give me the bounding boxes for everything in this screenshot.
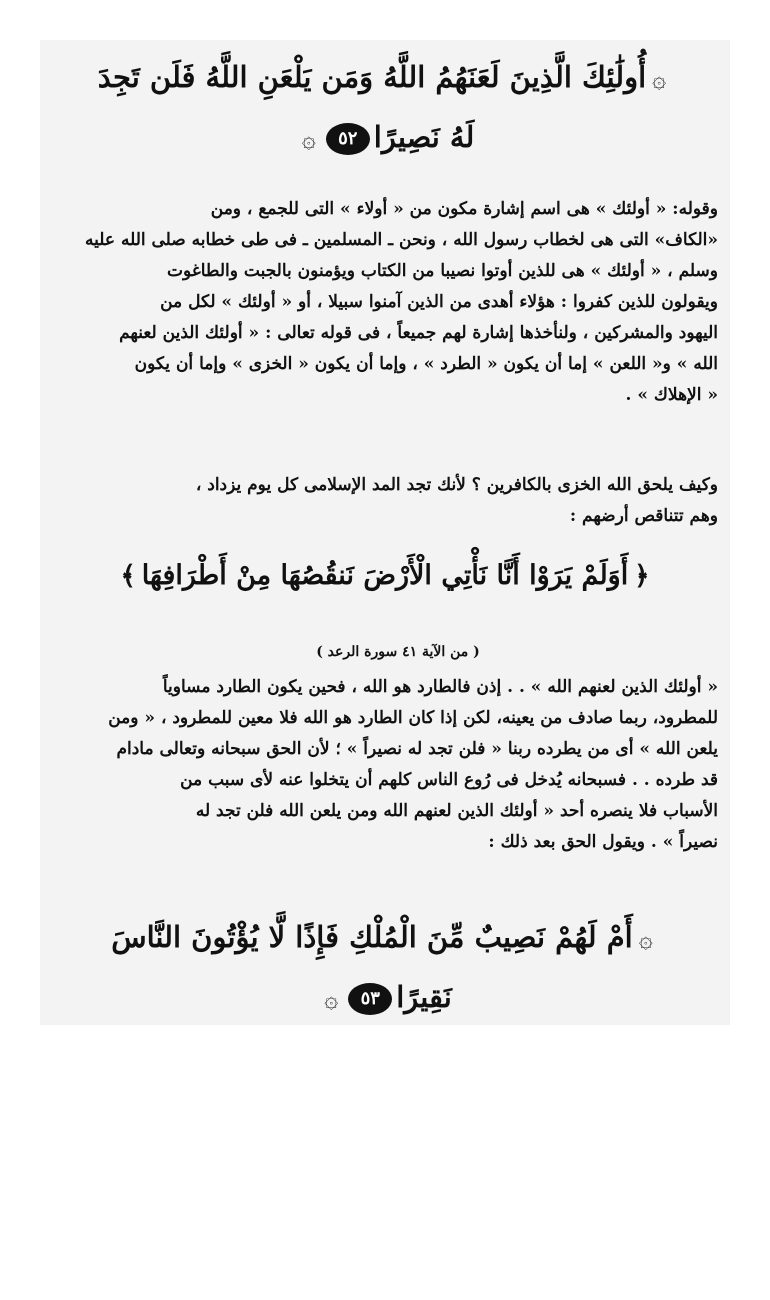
verse-53-line-2-text: نَقِيرًا: [396, 980, 452, 1014]
verse-bracket-close: ﴾: [120, 561, 136, 591]
paragraph-line: للمطرود، ربما صادف من يعينه، لكن إذا كان الطارد هو الله فلا معين للمطرود ، « ومن: [108, 708, 718, 728]
verse-number-53: ٥٣: [348, 983, 392, 1015]
verse-bracket-open: ﴿: [634, 561, 650, 591]
verse-53-line-1-text: أَمْ لَهُمْ نَصِيبٌ مِّنَ الْمُلْكِ فَإِذًا لَّا يُؤْتُونَ النَّاسَ: [111, 920, 633, 954]
commentary-paragraph-3: [52, 672, 718, 858]
paragraph-line: الله » و« اللعن » إما أن يكون « الطرد » ، وإما أن يكون « الخزى » وإما أن يكون: [134, 354, 718, 374]
verse-reference: ( من الآية ٤١ سورة الرعد ): [316, 644, 480, 660]
paragraph-line: ويقولون للذين كفروا : هؤلاء أهدى من الذين آمنوا سبيلا ، أو « أولئك » لكل من: [160, 292, 718, 312]
paragraph-line: وكيف يلحق الله الخزى بالكافرين ؟ لأنك تجد المد الإسلامى كل يوم يزداد ،: [195, 475, 718, 495]
paragraph-line: «الكاف» التى هى لخطاب رسول الله ، ونحن ـ المسلمين ـ فى طى خطابه صلى الله عليه: [85, 230, 718, 250]
commentary-paragraph-1: [52, 194, 718, 411]
quoted-verse: [60, 552, 710, 600]
ornament-icon: ۞: [638, 925, 653, 953]
paragraph-line: نصيراً » . ويقول الحق بعد ذلك :: [488, 832, 718, 852]
commentary-paragraph-2: [52, 470, 718, 532]
verse-53-line-1: [80, 908, 690, 968]
paragraph-line: يلعن الله » أى من يطرده ربنا « فلن تجد له نصيراً » ؛ لأن الحق سبحانه وتعالى مادام: [116, 739, 718, 759]
verse-number-52: ٥٢: [326, 123, 370, 155]
paragraph-line: وقوله: « أولئك » هى اسم إشارة مكون من « أولاء » التى للجمع ، ومن: [210, 199, 718, 219]
verse-52-line-2: [80, 108, 690, 168]
verse-52-line-1: [80, 48, 690, 108]
paragraph-line: الأسباب فلا ينصره أحد « أولئك الذين لعنهم الله ومن يلعن الله فلن تجد له: [195, 801, 718, 821]
paragraph-line: « أولئك الذين لعنهم الله » . . إذن فالطارد هو الله ، فحين يكون الطارد مساوياً: [162, 677, 718, 697]
paragraph-line: اليهود والمشركين ، ولنأخذها إشارة لهم جميعاً ، فى قوله تعالى : « أولئك الذين لعنهم: [119, 323, 718, 343]
ornament-icon: ۞: [301, 125, 316, 153]
verse-52: [80, 48, 690, 168]
paragraph-line: « الإهلاك » .: [625, 385, 718, 405]
verse-53-line-2: [80, 968, 690, 1028]
verse-52-line-1-text: أُولَٰئِكَ الَّذِينَ لَعَنَهُمُ اللَّهُ وَمَن يَلْعَنِ اللَّهُ فَلَن تَجِدَ: [97, 60, 647, 94]
verse-53: [80, 908, 690, 1028]
paragraph-line: قد طرده . . فسبحانه يُدخل فى رُوع الناس كلهم أن يتخلوا عنه لأى سبب من: [180, 770, 718, 790]
verse-52-line-2-text: لَهُ نَصِيرًا: [373, 120, 475, 154]
quoted-verse-text: أَوَلَمْ يَرَوْا أَنَّا نَأْتِي الْأَرْضَ نَنقُصُهَا مِنْ أَطْرَافِهَا: [141, 560, 629, 591]
ornament-icon: ۞: [324, 985, 339, 1013]
paragraph-line: وسلم ، « أولئك » هى للذين أوتوا نصيبا من الكتاب ويؤمنون بالجبت والطاغوت: [167, 261, 718, 281]
book-page: [40, 40, 730, 1025]
ornament-icon: ۞: [652, 65, 667, 93]
paragraph-line: وهم تتناقص أرضهم :: [569, 506, 718, 526]
